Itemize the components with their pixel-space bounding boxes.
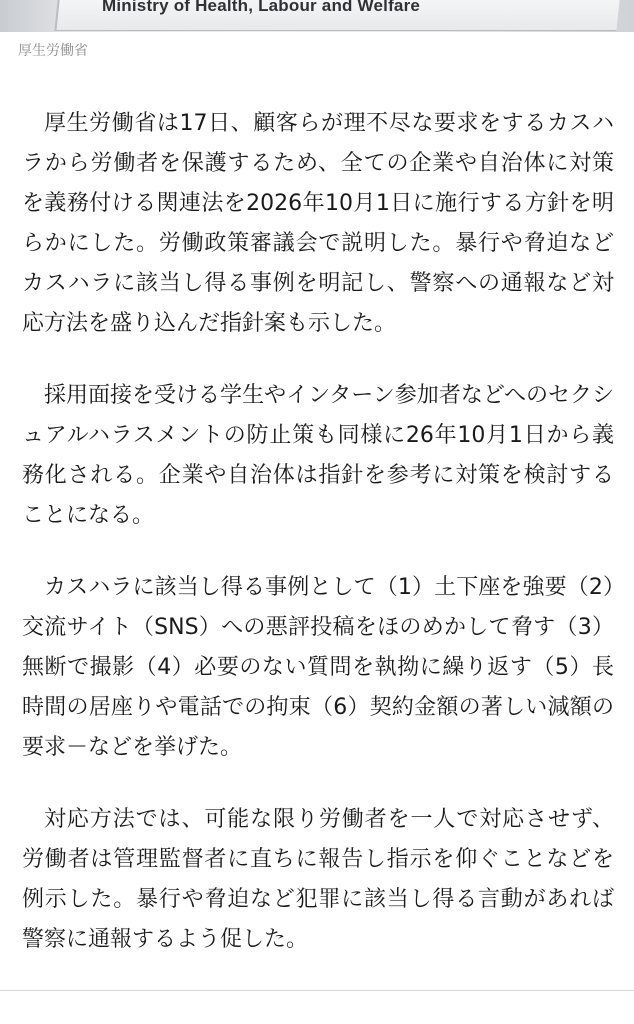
photo-caption: 厚生労働省 (18, 43, 88, 59)
article-paragraph: カスハラに該当し得る事例として（1）土下座を強要（2）交流サイト（SNS）への悪評投稿をほのめかして脅す（3）無断で撮影（4）必要のない質問を執拗に繰り返す（5）長時間の居座りや電話での拘束（6）契約金額の著しい減額の要求－などを挙げた。 (22, 575, 614, 760)
article-body (22, 104, 614, 992)
article-photo (0, 0, 634, 32)
nameplate-text: Ministry of Health, Labour and Welfare (102, 0, 421, 15)
article-paragraph: 採用面接を受ける学生やインターン参加者などへのセクシュアルハラスメントの防止策も同様に26年10月1日から義務化される。企業や自治体は指針を参考に対策を検討することになる。 (22, 383, 614, 528)
article-paragraph: 対応方法では、可能な限り労働者を一人で対応させず、労働者は管理監督者に直ちに報告し指示を仰ぐことなどを例示した。暴行や脅迫など犯罪に該当し得る言動があれば警察に通報するよう促した。 (22, 807, 614, 952)
divider (0, 990, 634, 991)
article-paragraph: 厚生労働省は17日、顧客らが理不尽な要求をするカスハラから労働者を保護するため、全ての企業や自治体に対策を義務付ける関連法を2026年10月1日に施行する方針を明らかにした。労働政策審議会で説明した。暴行や脅迫などカスハラに該当し得る事例を明記し、警察への通報など対応方法を盛り込んだ指針案も示した。 (22, 111, 614, 336)
